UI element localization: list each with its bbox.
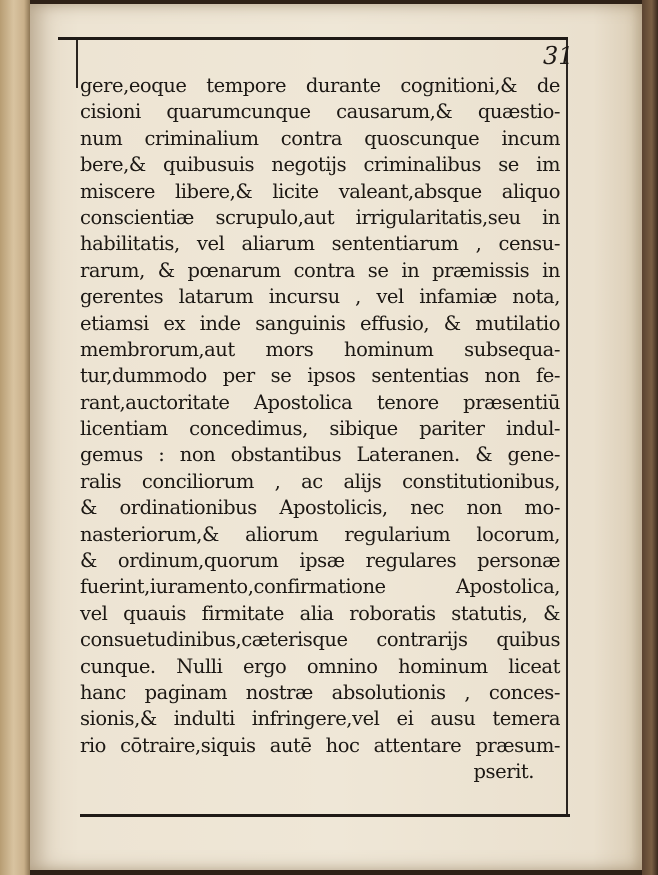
text-line-last: pserit. — [473, 760, 534, 784]
text-line: rarum, & pœnarum contra se in præmissis in — [80, 258, 560, 282]
text-line: nasteriorum,& aliorum regularium locorum, — [80, 522, 560, 546]
text-line: sionis,& indulti infringere,vel ei ausu temera — [80, 707, 560, 731]
book-binding-edge — [642, 0, 658, 875]
text-line: licentiam concedimus, sibique pariter indul- — [80, 417, 560, 441]
body-text — [80, 73, 560, 786]
text-line: membrorum,aut mors hominum subsequa- — [80, 337, 560, 361]
text-line: num criminalium contra quoscunque incum — [80, 126, 560, 150]
text-line: fuerint,iuramento,confirmatione Apostolica, — [80, 575, 560, 599]
page-number: 31 — [543, 42, 574, 70]
text-line: cunque. Nulli ergo omnino hominum liceat — [80, 654, 560, 678]
text-line: miscere libere,& licite valeant,absque aliquo — [80, 179, 560, 203]
text-line: ralis conciliorum , ac alijs constitutionibus, — [80, 469, 560, 493]
text-line: & ordinum,quorum ipsæ regulares personæ — [80, 549, 560, 573]
text-line: consuetudinibus,cæterisque contrarijs quibus — [80, 628, 560, 652]
text-line: cisioni quarumcunque causarum,& quæstio- — [80, 100, 560, 124]
text-line: gerentes latarum incursu , vel infamiæ nota, — [80, 285, 560, 309]
text-line: tur,dummodo per se ipsos sententias non fe- — [80, 364, 560, 388]
text-line: rio cōtraire,siquis autē hoc attentare præsum- — [80, 733, 560, 757]
text-line: gemus : non obstantibus Lateranen. & gene- — [80, 443, 560, 467]
left-border-rule — [76, 40, 78, 88]
text-line: gere,eoque tempore durante cognitioni,& de — [80, 74, 560, 97]
bottom-border-rule — [80, 814, 570, 817]
right-border-rule — [566, 40, 568, 816]
text-line: & ordinationibus Apostolicis, nec non mo- — [80, 496, 560, 520]
text-line: conscientiæ scrupulo,aut irrigularitatis,seu in — [80, 205, 560, 229]
text-line: etiamsi ex inde sanguinis effusio, & mutilatio — [80, 311, 560, 335]
text-line: habilitatis, vel aliarum sententiarum , censu- — [80, 232, 560, 256]
text-line: bere,& quibusuis negotijs criminalibus se im — [80, 153, 560, 177]
text-line: vel quauis firmitate alia roboratis statutis, & — [80, 601, 560, 625]
text-line: hanc paginam nostræ absolutionis , conces- — [80, 680, 560, 704]
text-line: rant,auctoritate Apostolica tenore præsentiū — [80, 390, 560, 414]
top-border-rule — [58, 37, 568, 40]
previous-page-edge — [0, 0, 30, 875]
